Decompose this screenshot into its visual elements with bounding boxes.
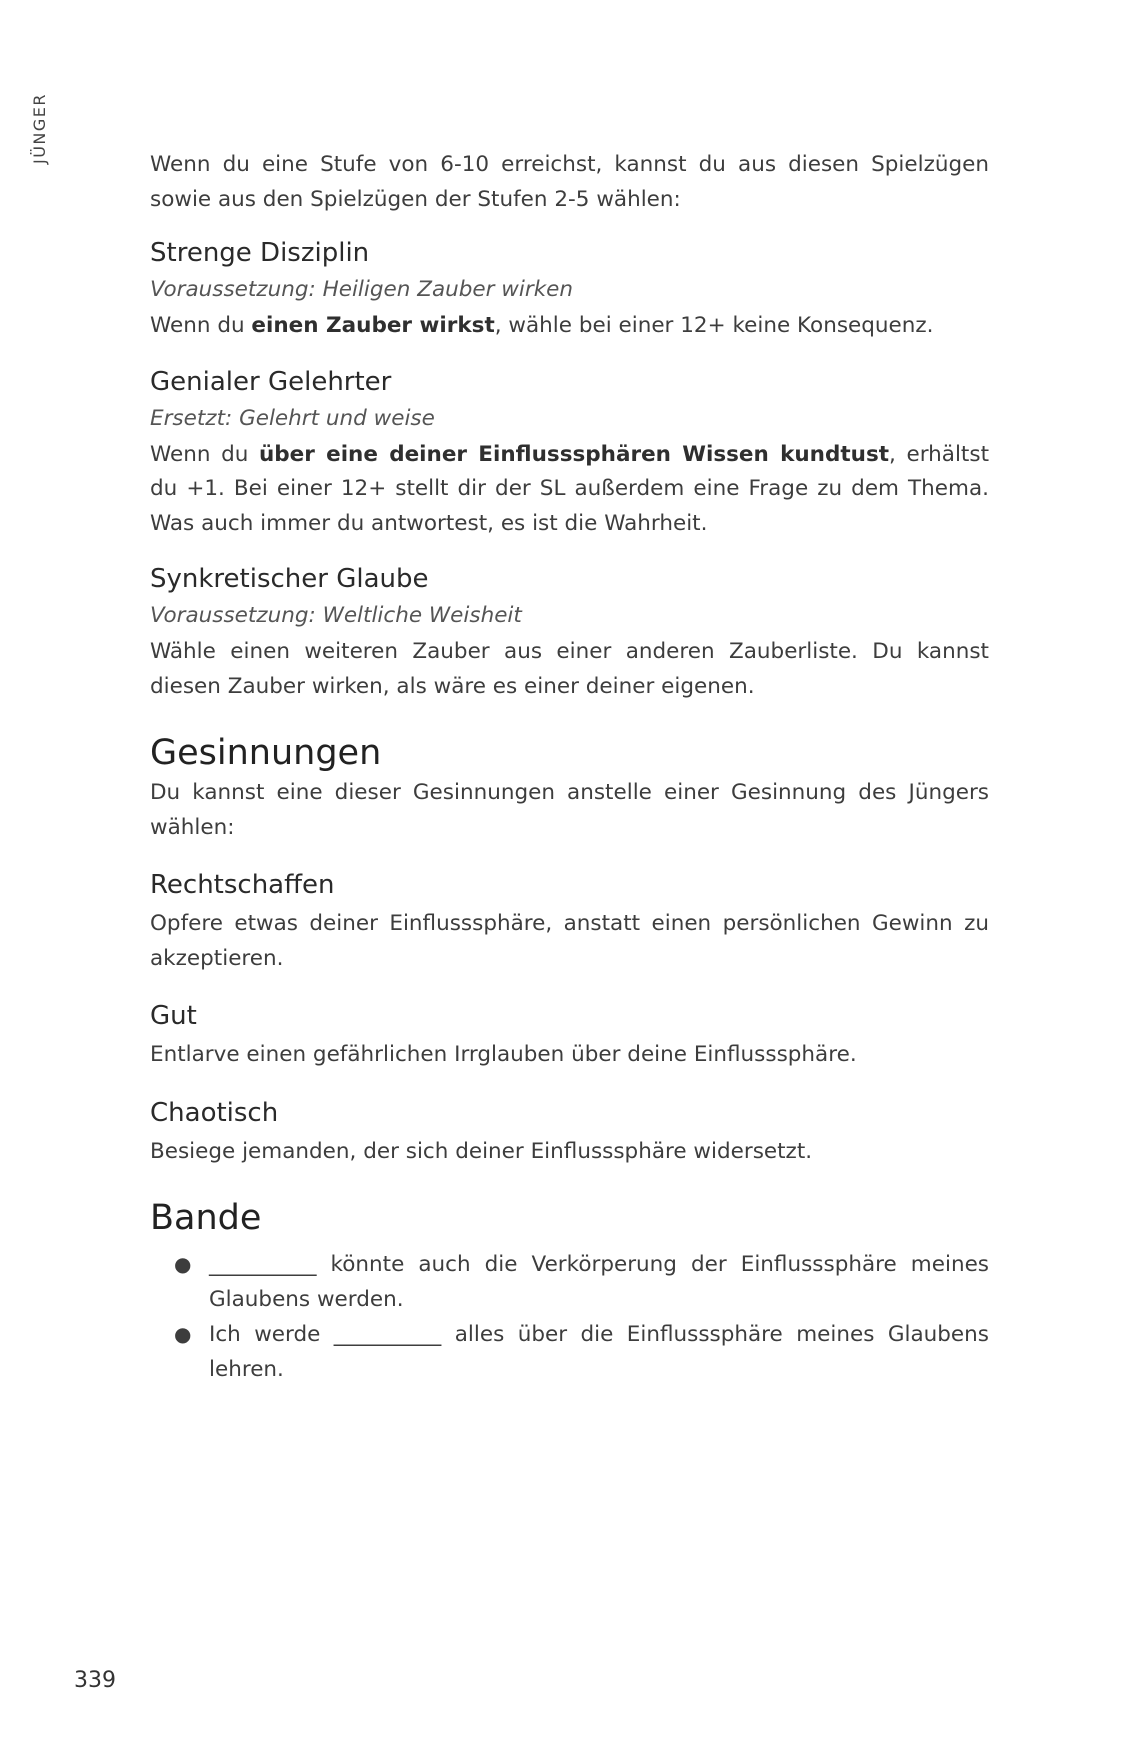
intro-paragraph: Wenn du eine Stufe von 6-10 erreichst, kannst du aus diesen Spielzügen sowie aus den Spielzügen der Stufen 2-5 wählen: xyxy=(150,152,989,212)
bullet-icon: ● xyxy=(174,1322,192,1346)
move-requirement: Voraussetzung: Heiligen Zauber wirken xyxy=(150,277,573,302)
move-trigger: einen Zauber wirkst xyxy=(251,313,495,338)
move-trigger: über eine deiner Einflusssphären Wissen kundtust xyxy=(258,441,890,467)
bonds-list xyxy=(150,1247,989,1387)
alignment-gut xyxy=(150,998,989,1073)
list-item: ● __________ könnte auch die Verkörperung der Einflusssphäre meines Glaubens werden. xyxy=(150,1247,989,1317)
move-genialer-gelehrter xyxy=(150,364,989,542)
alignments-heading: Gesinnungen xyxy=(150,733,382,773)
alignment-title: Gut xyxy=(150,1001,197,1031)
alignment-text: Besiege jemanden, der sich deiner Einflusssphäre widersetzt. xyxy=(150,1138,813,1164)
alignment-title: Rechtschaffen xyxy=(150,870,335,900)
alignment-text: Opfere etwas deiner Einflusssphäre, anstatt einen persönlichen Gewinn zu akzeptieren. xyxy=(150,911,989,971)
alignments-intro: Du kannst eine dieser Gesinnungen anstelle einer Gesinnung des Jüngers wählen: xyxy=(150,780,989,840)
page-number: 339 xyxy=(74,1668,116,1693)
bonds-section xyxy=(150,1195,989,1387)
alignment-rechtschaffen xyxy=(150,867,989,976)
list-item: ● Ich werde __________ alles über die Einflusssphäre meines Glaubens lehren. xyxy=(150,1317,989,1387)
move-text: Wenn du über eine deiner Einflusssphären Wissen kundtust, erhältst du +1. Bei einer 12+ stellt dir der SL außerdem eine Frage zu dem Thema. Was auch immer du antwortest, es ist die Wahrheit. xyxy=(150,441,989,536)
bonds-heading: Bande xyxy=(150,1198,262,1238)
bullet-icon: ● xyxy=(174,1252,192,1276)
move-title: Genialer Gelehrter xyxy=(150,366,392,397)
move-requirement: Ersetzt: Gelehrt und weise xyxy=(150,405,435,431)
move-text: Wähle einen weiteren Zauber aus einer anderen Zauberliste. Du kannst diesen Zauber wirken, als wäre es einer deiner eigenen. xyxy=(150,639,989,699)
alignment-text: Entlarve einen gefährlichen Irrglauben über deine Einflusssphäre. xyxy=(150,1042,857,1067)
alignments-section xyxy=(150,730,989,1169)
move-strenge-disziplin xyxy=(150,235,989,344)
alignment-title: Chaotisch xyxy=(150,1097,279,1128)
alignment-chaotisch xyxy=(150,1095,989,1170)
move-synkretischer-glaube xyxy=(150,561,989,704)
move-title: Synkretischer Glaube xyxy=(150,564,429,594)
move-text: Wenn du einen Zauber wirkst, wähle bei einer 12+ keine Konsequenz. xyxy=(150,313,934,338)
move-requirement: Voraussetzung: Weltliche Weisheit xyxy=(150,603,522,628)
move-title: Strenge Disziplin xyxy=(150,238,370,268)
page-content xyxy=(150,148,989,1387)
chapter-side-label: JÜNGER xyxy=(30,92,49,164)
